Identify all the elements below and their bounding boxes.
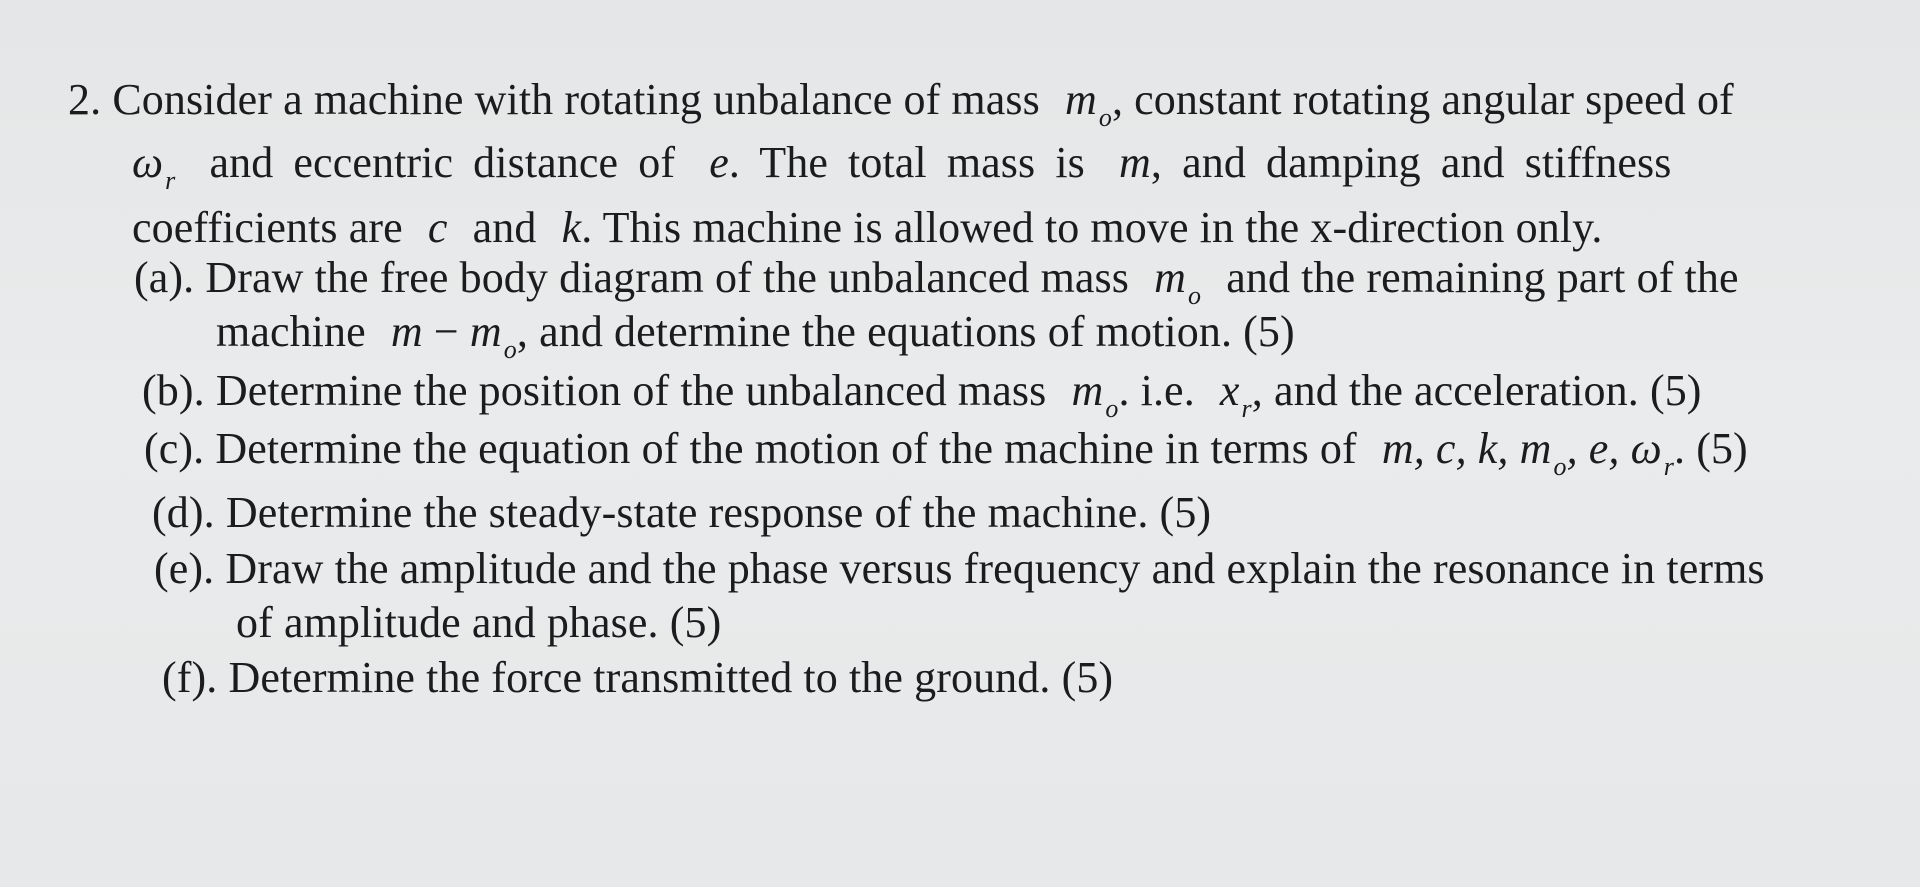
math-operator: −	[433, 307, 459, 356]
part-d-text: Determine the steady-state response of the machine. (5)	[225, 488, 1212, 537]
intro-text: and	[472, 203, 537, 252]
intro-line-1	[68, 74, 1734, 132]
part-e-text: of amplitude and phase. (5)	[236, 598, 722, 647]
part-e-text: Draw the amplitude and the phase versus frequency and explain the resonance in terms	[225, 544, 1765, 593]
part-b-line	[142, 365, 1702, 423]
math-var: k	[561, 203, 582, 252]
math-var: , e, ω	[1566, 424, 1662, 473]
part-d-label: (d).	[152, 488, 215, 537]
intro-line-3	[132, 202, 1602, 254]
part-d-line	[152, 487, 1211, 539]
part-c-text: . (5)	[1674, 424, 1748, 473]
intro-text: coefficients are	[132, 203, 403, 252]
math-var: e	[709, 138, 729, 187]
part-a-line-1	[134, 252, 1739, 310]
part-f-line	[162, 652, 1113, 704]
part-e-label: (e).	[154, 544, 215, 593]
part-a-line-2	[216, 306, 1295, 364]
intro-text: . The total mass is	[728, 138, 1085, 187]
intro-text: . This machine is allowed to move in the x-direction only.	[581, 203, 1603, 252]
part-c-label: (c).	[144, 424, 205, 473]
intro-text: , and damping and stiffness	[1150, 138, 1672, 187]
math-subscript: r	[165, 166, 176, 195]
math-var: m	[1119, 138, 1151, 187]
math-var: m, c, k, m	[1381, 424, 1552, 473]
math-subscript: o	[1553, 452, 1567, 481]
math-subscript: r	[1241, 394, 1252, 423]
math-subscript: o	[1188, 281, 1202, 310]
math-var: ω	[132, 138, 164, 187]
intro-text: Consider a machine with rotating unbalance of mass	[112, 75, 1040, 124]
math-subscript: o	[503, 335, 517, 364]
math-var: c	[427, 203, 448, 252]
part-a-text: and the remaining part of the	[1226, 253, 1739, 302]
math-subscript: o	[1105, 394, 1119, 423]
part-b-text: , and the acceleration. (5)	[1251, 366, 1702, 415]
problem-number: 2.	[68, 75, 102, 124]
intro-line-2	[132, 137, 1672, 195]
part-a-text: Draw the free body diagram of the unbalanced mass	[205, 253, 1130, 302]
part-f-label: (f).	[162, 653, 218, 702]
part-a-label: (a).	[134, 253, 195, 302]
intro-text: , constant rotating angular speed of	[1111, 75, 1734, 124]
math-var: m	[469, 307, 502, 356]
part-e-line-1	[154, 543, 1765, 595]
math-var: m	[390, 307, 423, 356]
math-subscript: r	[1663, 452, 1674, 481]
part-c-text: Determine the equation of the motion of the machine in terms of	[215, 424, 1357, 473]
part-a-text: machine	[216, 307, 366, 356]
math-subscript: o	[1098, 103, 1112, 132]
math-var: m	[1064, 75, 1097, 124]
part-b-label: (b).	[142, 366, 205, 415]
math-var: m	[1154, 253, 1187, 302]
part-c-line	[144, 423, 1748, 481]
math-var: m	[1071, 366, 1104, 415]
part-f-text: Determine the force transmitted to the ground. (5)	[228, 653, 1114, 702]
intro-text: and eccentric distance of	[209, 138, 676, 187]
part-b-text: . i.e.	[1118, 366, 1195, 415]
math-var: x	[1219, 366, 1240, 415]
part-b-text: Determine the position of the unbalanced mass	[215, 366, 1047, 415]
part-e-line-2	[236, 597, 721, 649]
part-a-text: , and determine the equations of motion. (5)	[516, 307, 1295, 356]
